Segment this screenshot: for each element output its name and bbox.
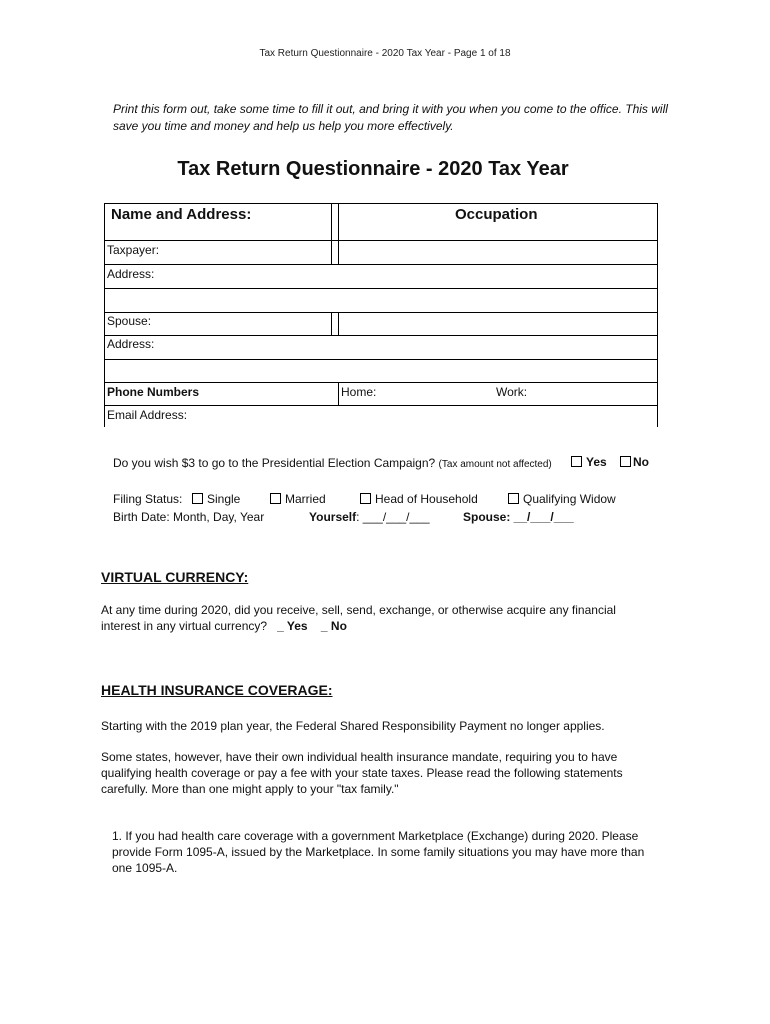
filing-status-label: Filing Status: bbox=[113, 492, 183, 506]
filing-married-option[interactable] bbox=[270, 492, 326, 506]
filing-married-label: Married bbox=[285, 492, 326, 506]
checkbox-icon[interactable] bbox=[571, 456, 582, 467]
taxpayer-address-field[interactable]: Address: bbox=[107, 267, 155, 281]
table-rule bbox=[105, 359, 657, 360]
spouse-address-field[interactable]: Address: bbox=[107, 337, 155, 351]
birth-yourself-blank: : ___/___/___ bbox=[356, 510, 430, 524]
table-rule bbox=[105, 382, 657, 383]
birth-yourself-label: Yourself bbox=[309, 510, 357, 524]
table-divider bbox=[331, 203, 332, 264]
home-phone-field[interactable]: Home: bbox=[341, 385, 377, 399]
occupation-heading: Occupation bbox=[455, 206, 538, 223]
page-title: Tax Return Questionnaire - 2020 Tax Year bbox=[177, 158, 569, 180]
health-insurance-heading: HEALTH INSURANCE COVERAGE: bbox=[101, 682, 333, 698]
birth-spouse-field[interactable]: Spouse: __/___/___ bbox=[463, 510, 574, 524]
table-divider bbox=[331, 312, 332, 335]
virtual-currency-yes[interactable]: _ Yes bbox=[277, 619, 308, 633]
virtual-currency-no[interactable]: _ No bbox=[320, 619, 347, 633]
filing-hoh-option[interactable] bbox=[360, 492, 478, 506]
election-question-text: Do you wish $3 to go to the Presidential Election Campaign? bbox=[113, 456, 436, 470]
page-header: Tax Return Questionnaire - 2020 Tax Year - Page 1 of 18 bbox=[259, 48, 511, 59]
virtual-currency-heading: VIRTUAL CURRENCY: bbox=[101, 569, 249, 585]
election-question bbox=[113, 456, 552, 470]
birth-yourself-field[interactable] bbox=[309, 510, 430, 524]
health-para-2: Some states, however, have their own individual health insurance mandate, requiring you to have qualifying health coverage or pay a fee with your state taxes. Please read the following statements carefully. More than one might apply to your "tax family." bbox=[101, 750, 623, 796]
table-rule bbox=[105, 264, 657, 265]
table-rule bbox=[105, 203, 657, 204]
virtual-currency-question-text: interest in any virtual currency? bbox=[101, 619, 268, 633]
phone-numbers-label: Phone Numbers bbox=[107, 385, 200, 399]
checkbox-icon[interactable] bbox=[508, 493, 519, 504]
table-rule bbox=[105, 335, 657, 336]
checkbox-icon[interactable] bbox=[192, 493, 203, 504]
birth-date-label: Birth Date: Month, Day, Year bbox=[113, 510, 265, 524]
table-divider bbox=[338, 382, 339, 405]
table-divider bbox=[338, 312, 339, 335]
health-item-1: 1. If you had health care coverage with a government Marketplace (Exchange) during 2020. Please provide Form 1095-A, issued by the Marketplace. In some family situations you may have more than one 1095-A. bbox=[112, 829, 645, 875]
virtual-currency-question-line2 bbox=[101, 618, 347, 634]
table-rule bbox=[105, 288, 657, 289]
name-address-table bbox=[104, 203, 658, 427]
taxpayer-field[interactable]: Taxpayer: bbox=[107, 243, 160, 257]
table-rule bbox=[105, 405, 657, 406]
checkbox-icon[interactable] bbox=[620, 456, 631, 467]
spouse-field[interactable]: Spouse: bbox=[107, 314, 152, 328]
work-phone-field[interactable]: Work: bbox=[496, 385, 528, 399]
intro-text: Print this form out, take some time to fill it out, and bring it with you when you come to the office. This will save you time and money and help us help you more effectively. bbox=[113, 102, 668, 133]
virtual-currency-question-line1: At any time during 2020, did you receive, sell, send, exchange, or otherwise acquire any financial bbox=[101, 603, 616, 617]
filing-hoh-label: Head of Household bbox=[375, 492, 478, 506]
table-rule bbox=[105, 240, 657, 241]
filing-widow-option[interactable] bbox=[508, 492, 616, 506]
filing-single-label: Single bbox=[207, 492, 241, 506]
checkbox-icon[interactable] bbox=[360, 493, 371, 504]
election-note: (Tax amount not affected) bbox=[438, 459, 552, 470]
election-yes-label: Yes bbox=[586, 455, 607, 469]
table-rule bbox=[105, 312, 657, 313]
election-yes-option[interactable] bbox=[571, 455, 607, 469]
table-divider bbox=[338, 203, 339, 264]
health-para-1: Starting with the 2019 plan year, the Federal Shared Responsibility Payment no longer applies. bbox=[101, 719, 605, 733]
election-no-label: No bbox=[633, 455, 649, 469]
filing-widow-label: Qualifying Widow bbox=[523, 492, 616, 506]
checkbox-icon[interactable] bbox=[270, 493, 281, 504]
name-address-heading: Name and Address: bbox=[111, 206, 252, 223]
email-field[interactable]: Email Address: bbox=[107, 408, 188, 422]
election-no-option[interactable] bbox=[620, 455, 649, 469]
filing-single-option[interactable] bbox=[192, 492, 240, 506]
